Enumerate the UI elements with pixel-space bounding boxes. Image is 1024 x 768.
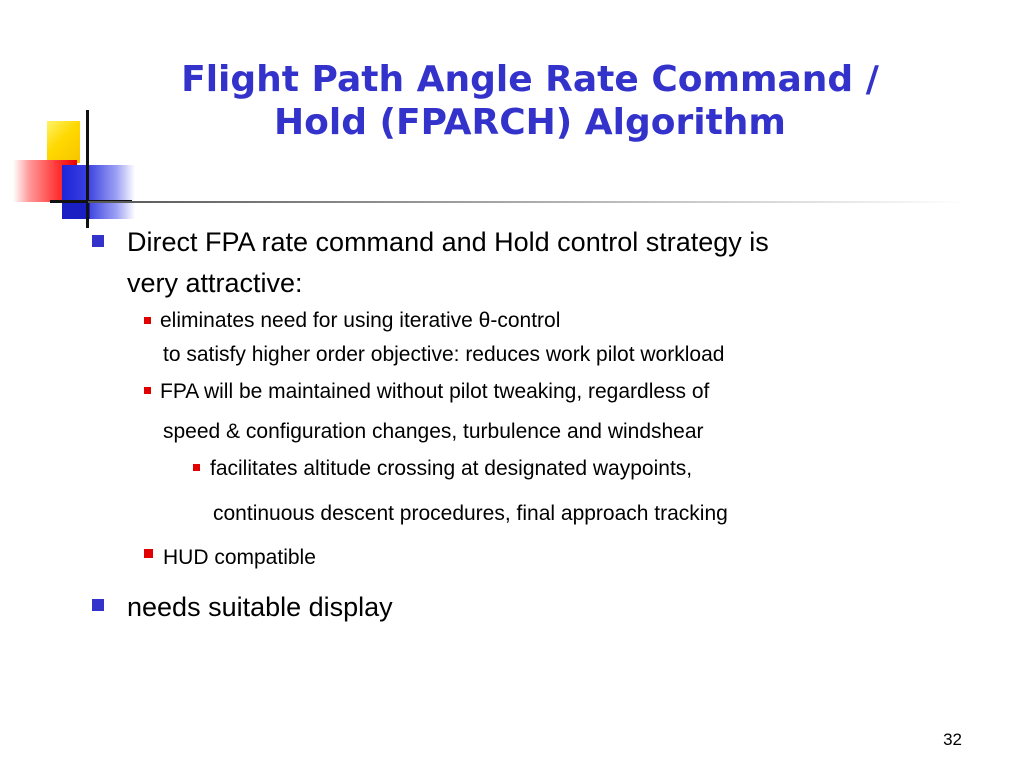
title-underline-rule [88, 201, 968, 203]
slide-title-line-2: Hold (FPARCH) Algorithm [274, 102, 786, 143]
sub-bullet-1-line-1: eliminates need for using iterative θ-control [160, 309, 561, 332]
bullet-square-icon [92, 599, 104, 611]
bullet-square-icon [92, 235, 104, 247]
sub-bullet-4-line-1: HUD compatible [163, 546, 316, 569]
sub-bullet-square-icon [144, 317, 151, 324]
slide-title-line-1: Flight Path Angle Rate Command / [181, 59, 879, 100]
sub-bullet-3-line-1: facilitates altitude crossing at designated waypoints, [210, 457, 693, 480]
logo-yellow-square [47, 121, 80, 163]
bullet-1-line-1: Direct FPA rate command and Hold control strategy is [127, 227, 769, 257]
sub-bullet-square-icon [193, 464, 200, 471]
logo-vertical-line [86, 110, 89, 228]
bullet-2-line-1: needs suitable display [127, 592, 393, 622]
sub-bullet-square-icon [144, 549, 153, 558]
sub-bullet-square-icon [144, 387, 151, 394]
sub-bullet-3-line-2: continuous descent procedures, final approach tracking [213, 502, 728, 525]
bullet-1-line-2: very attractive: [127, 268, 303, 298]
page-number: 32 [943, 730, 962, 749]
slide-title [100, 58, 960, 144]
sub-bullet-2-line-1: FPA will be maintained without pilot tweaking, regardless of [160, 380, 710, 403]
sub-bullet-2-line-2: speed & configuration changes, turbulence and windshear [163, 420, 704, 443]
sub-bullet-1-line-2: to satisfy higher order objective: reduces work pilot workload [163, 343, 725, 366]
